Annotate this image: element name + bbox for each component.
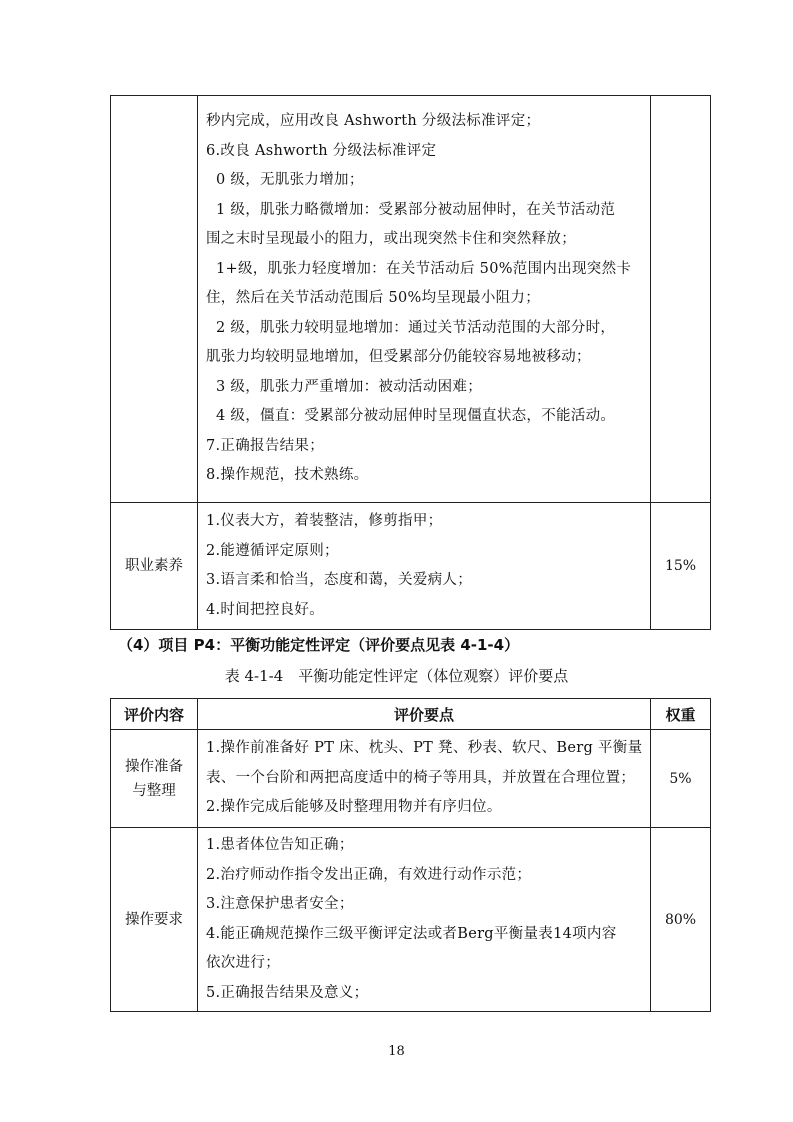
category-cell xyxy=(111,96,198,503)
criteria-line: 1.仪表大方，着装整洁，修剪指甲； xyxy=(206,513,443,529)
criteria-line: 4.能正确规范操作三级平衡评定法或者Berg平衡量表14项内容 xyxy=(206,925,617,942)
criteria-line: 8.操作规范，技术熟练。 xyxy=(206,467,369,484)
criteria-cell xyxy=(198,503,651,630)
criteria-line: 4.时间把控良好。 xyxy=(206,601,325,618)
criteria-line: 1+级，肌张力轻度增加：在关节活动后 50%范围内出现突然卡 xyxy=(216,260,632,277)
table-row xyxy=(111,96,711,503)
weight-cell: 15% xyxy=(651,503,711,630)
criteria-line: 肌张力均较明显地增加，但受累部分仍能较容易地被移动； xyxy=(206,349,591,366)
weight-cell: 5% xyxy=(651,730,711,828)
header-criteria: 评价要点 xyxy=(198,699,651,730)
table-caption: 表 4-1-4 平衡功能定性评定（体位观察）评价要点 xyxy=(224,667,569,685)
criteria-cell xyxy=(198,730,651,828)
weight-cell: 80% xyxy=(651,828,711,1012)
criteria-line: 表、一个台阶和两把高度适中的椅子等用具，并放置在合理位置； xyxy=(206,769,636,786)
criteria-line: 秒内完成，应用改良 Ashworth 分级法标准评定； xyxy=(206,113,541,130)
category-line: 与整理 xyxy=(132,782,176,799)
table-row xyxy=(111,730,711,828)
table-row xyxy=(111,503,711,630)
page-number: 18 xyxy=(388,1044,405,1059)
criteria-line: 4 级，僵直：受累部分被动屈伸时呈现僵直状态，不能活动。 xyxy=(216,408,616,425)
criteria-line: 住，然后在关节活动范围后 50%均呈现最小阻力； xyxy=(206,290,541,307)
section-heading: （4）项目 P4：平衡功能定性评定（评价要点见表 4-1-4） xyxy=(118,636,520,654)
assessment-table-4-1-4 xyxy=(110,698,711,1012)
criteria-line: 2.操作完成后能够及时整理用物并有序归位。 xyxy=(206,799,502,816)
criteria-line: 2.能遵循评定原则； xyxy=(206,542,339,559)
criteria-line: 2 级，肌张力较明显地增加：通过关节活动范围的大部分时， xyxy=(216,319,616,336)
criteria-line: 3 级，肌张力严重增加：被动活动困难； xyxy=(216,378,483,395)
criteria-line: 3.注意保护患者安全； xyxy=(206,896,354,912)
criteria-cell xyxy=(198,96,651,503)
assessment-table-continued xyxy=(110,95,711,630)
category-cell: 操作要求 xyxy=(111,828,198,1012)
table-header-row xyxy=(111,699,711,730)
criteria-line: 依次进行； xyxy=(206,955,280,971)
weight-cell xyxy=(651,96,711,503)
criteria-line: 1.患者体位告知正确； xyxy=(206,837,354,853)
category-cell xyxy=(111,730,198,828)
header-weight: 权重 xyxy=(651,699,711,730)
criteria-line: 6.改良 Ashworth 分级法标准评定 xyxy=(206,142,437,159)
criteria-line: 1.操作前准备好 PT 床、枕头、PT 凳、秒表、软尺、Berg 平衡量 xyxy=(206,740,643,757)
header-category: 评价内容 xyxy=(111,699,198,730)
criteria-line: 7.正确报告结果； xyxy=(206,437,325,454)
criteria-line: 2.治疗师动作指令发出正确，有效进行动作示范； xyxy=(206,866,532,883)
criteria-line: 5.正确报告结果及意义； xyxy=(206,984,369,1001)
criteria-line: 3.语言柔和恰当，态度和蔼，关爱病人； xyxy=(206,572,473,588)
criteria-line: 1 级，肌张力略微增加：受累部分被动屈伸时，在关节活动范 xyxy=(216,201,616,218)
criteria-line: 围之末时呈现最小的阻力，或出现突然卡住和突然释放； xyxy=(206,231,576,248)
category-line: 操作准备 xyxy=(125,758,183,775)
table-row xyxy=(111,828,711,1012)
category-cell: 职业素养 xyxy=(111,503,198,630)
criteria-cell xyxy=(198,828,651,1012)
criteria-line: 0 级，无肌张力增加； xyxy=(216,172,364,189)
